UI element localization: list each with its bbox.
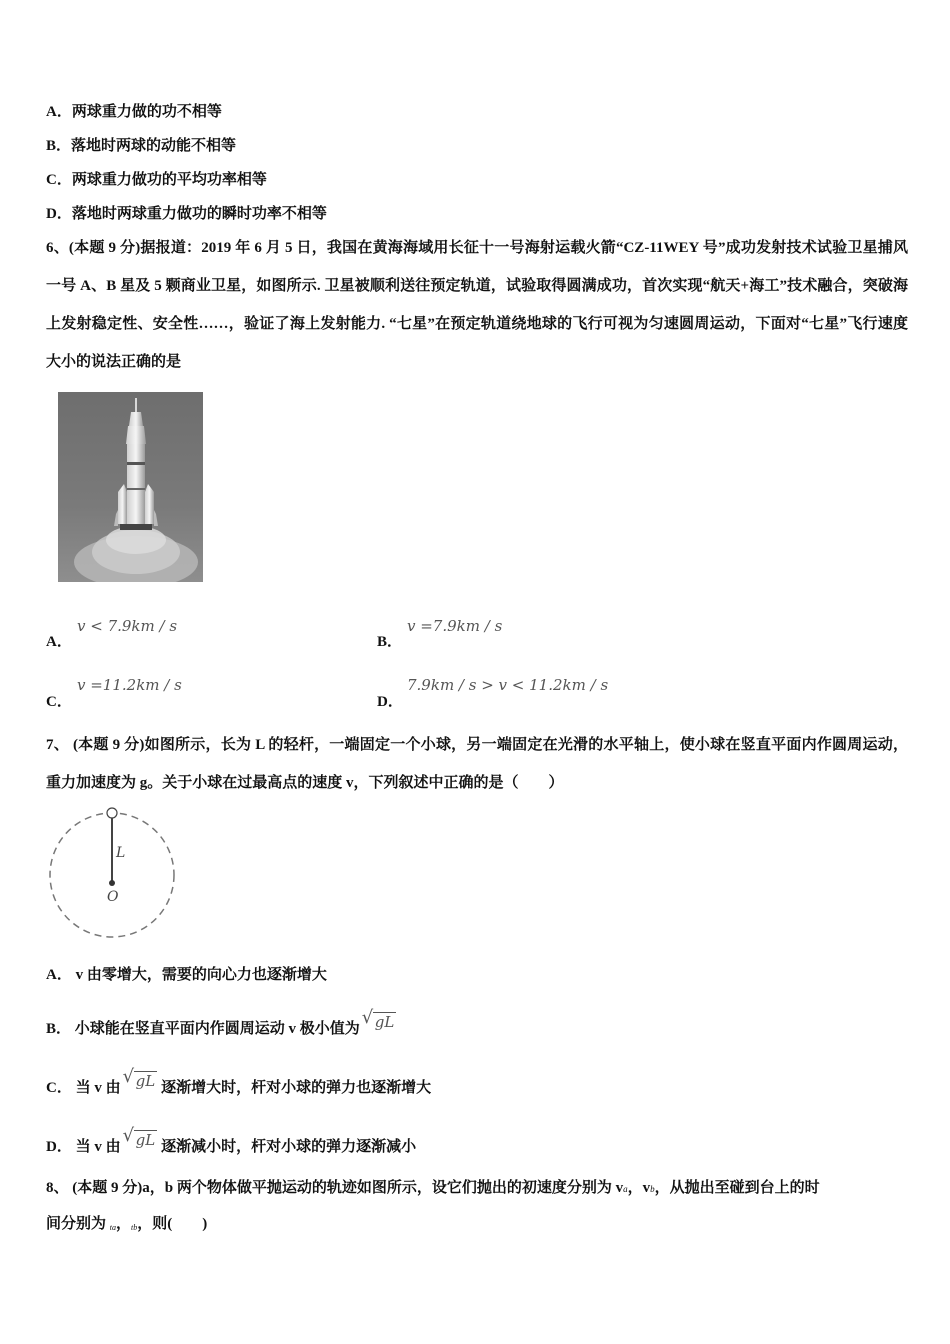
q7-option-c bbox=[46, 1066, 432, 1098]
q6-option-d-expr: 7.9km / s > v < 11.2km / s bbox=[407, 676, 609, 694]
va-subscript: a bbox=[623, 1184, 628, 1194]
q8-line2 bbox=[46, 1214, 207, 1238]
q6-option-b-letter: B． bbox=[377, 634, 403, 650]
rocket-photo bbox=[58, 392, 203, 582]
q6-option-a-expr: v < 7.9km / s bbox=[77, 617, 178, 635]
sqrt-gL: √ gL bbox=[122, 1066, 156, 1090]
q7-stem: 7、 (本题 9 分)如图所示，长为 L 的轻杆，一端固定一个小球，另一端固定在光滑的水平轴上，使小球在竖直平面内作圆周运动，重力加速度为 g。关于小球在过最高点的速度 v，下列叙述中正确的是（ ） bbox=[46, 737, 908, 791]
q7-option-d-post: 逐渐减小时，杆对小球的弹力逐渐减小 bbox=[161, 1139, 417, 1155]
vb-subscript: b bbox=[650, 1184, 655, 1194]
q6-option-a-letter: A． bbox=[46, 634, 72, 650]
q6-option-c-letter: C． bbox=[46, 694, 72, 710]
q7-option-d-pre: D． 当 v 由 bbox=[46, 1139, 121, 1155]
q5-option-a: A．两球重力做的功不相等 bbox=[46, 104, 222, 120]
sqrt-gL: √ gL bbox=[361, 1007, 395, 1031]
q6-stem: 6、(本题 9 分)据报道：2019 年 6 月 5 日，我国在黄海海域用长征十一号海射运载火箭“CZ-11WEY 号”成功发射技术试验卫星捕风一号 A、B 星及 5 颗商业卫星，如图所示. 卫星被顺利送往预定轨道，试验取得圆满成功，首次实现“航天+海工”技术融合，突破海上发射稳定性、安全性……，验证了海上发射能力. “七星”在预定轨道绕地球的飞行可视为匀速圆周运动，下面对“七星”飞行速度大小的说法正确的是 bbox=[46, 240, 908, 370]
q7-label-L: L bbox=[116, 845, 126, 861]
q8-line1-post: ，从抛出至碰到台上的时 bbox=[654, 1180, 820, 1196]
q5-option-c: C．两球重力做功的平均功率相等 bbox=[46, 172, 267, 188]
q6-option-b-expr: v =7.9km / s bbox=[407, 617, 503, 635]
q8-line2-mid: ， bbox=[116, 1216, 132, 1232]
q8-line1-mid: ，v bbox=[627, 1180, 651, 1196]
q7-option-a: A． v 由零增大，需要的向心力也逐渐增大 bbox=[46, 967, 327, 983]
q7-option-b-text: B． 小球能在竖直平面内作圆周运动 v 极小值为 bbox=[46, 1021, 360, 1037]
q8-line1 bbox=[46, 1178, 820, 1199]
q8-line2-pre: 间分别为 bbox=[46, 1216, 110, 1232]
q7-label-O: O bbox=[107, 889, 119, 905]
q5-option-b: B．落地时两球的动能不相等 bbox=[46, 138, 237, 154]
q6-option-c-expr: v =11.2km / s bbox=[77, 676, 182, 694]
q8-line2-post: ，则( ) bbox=[137, 1216, 208, 1232]
q6-option-d-letter: D． bbox=[377, 694, 403, 710]
q7-option-c-post: 逐渐增大时，杆对小球的弹力也逐渐增大 bbox=[161, 1080, 432, 1096]
q7-option-d bbox=[46, 1125, 417, 1157]
tb-symbol: tb bbox=[131, 1223, 138, 1232]
q8-line1-pre: 8、 (本题 9 分)a，b 两个物体做平抛运动的轨迹如图所示，设它们抛出的初速度分别为 v bbox=[46, 1180, 624, 1196]
sqrt-gL: √ gL bbox=[122, 1125, 156, 1149]
q7-option-c-pre: C． 当 v 由 bbox=[46, 1080, 121, 1096]
ta-symbol: ta bbox=[109, 1223, 116, 1232]
q7-option-b bbox=[46, 1007, 400, 1039]
q7-circle-diagram bbox=[46, 806, 178, 944]
q5-option-d: D．落地时两球重力做功的瞬时功率不相等 bbox=[46, 206, 327, 222]
